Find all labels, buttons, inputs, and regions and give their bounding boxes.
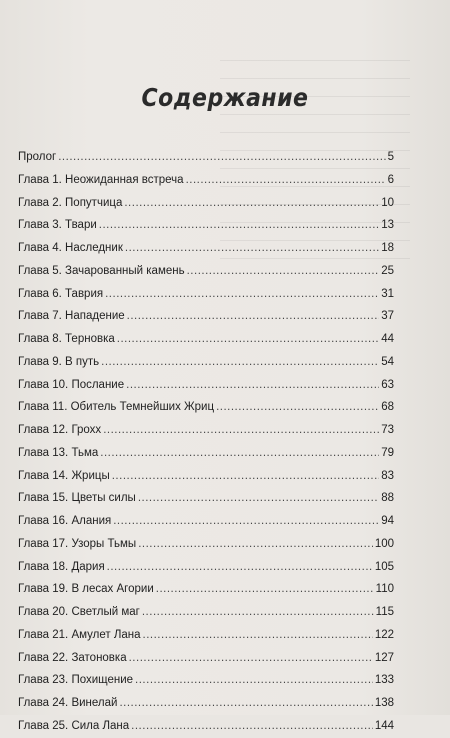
toc-entry-page-number: 94	[381, 515, 394, 527]
page-title: Содержание	[141, 84, 309, 113]
toc-entry-page-number: 13	[381, 219, 394, 232]
toc-leader-dots	[156, 578, 374, 601]
toc-entry-page-number: 110	[375, 583, 394, 596]
toc-leader-dots	[124, 192, 379, 215]
toc-entry	[18, 396, 394, 419]
toc-entry-label: Глава 2. Попутчица	[18, 196, 123, 209]
toc-leader-dots	[216, 396, 379, 419]
toc-leader-dots	[58, 146, 385, 169]
toc-leader-dots	[142, 601, 374, 624]
toc-leader-dots	[101, 351, 379, 374]
table-of-contents	[18, 146, 394, 738]
toc-entry	[18, 419, 394, 442]
toc-entry	[18, 305, 394, 328]
toc-entry-page-number: 127	[374, 651, 394, 664]
toc-entry-page-number: 79	[381, 446, 394, 459]
toc-entry	[18, 533, 394, 556]
toc-entry-label: Глава 18. Дария	[18, 560, 105, 573]
toc-leader-dots	[127, 305, 380, 328]
toc-entry-label: Глава 1. Неожиданная встреча	[18, 173, 184, 186]
toc-leader-dots	[113, 510, 379, 533]
toc-entry-label: Глава 6. Таврия	[18, 287, 104, 300]
toc-entry	[18, 624, 394, 647]
toc-leader-dots	[107, 556, 373, 579]
toc-entry-page-number: 10	[381, 196, 394, 209]
toc-entry-page-number: 18	[381, 242, 394, 254]
toc-entry	[18, 715, 394, 738]
toc-entry-label: Глава 23. Похищение	[18, 674, 134, 687]
toc-entry	[18, 510, 394, 533]
toc-leader-dots	[131, 715, 373, 738]
toc-entry-page-number: 105	[374, 560, 394, 573]
toc-entry	[18, 146, 394, 169]
toc-leader-dots	[129, 647, 373, 670]
toc-entry	[18, 169, 394, 192]
toc-entry-page-number: 88	[381, 492, 394, 505]
toc-entry	[18, 578, 394, 601]
toc-entry-page-number: 44	[381, 333, 394, 345]
toc-entry-label: Глава 19. В лесах Агории	[18, 583, 154, 596]
toc-entry-page-number: 73	[381, 424, 394, 436]
toc-entry-page-number: 144	[374, 719, 394, 732]
toc-entry	[18, 647, 394, 670]
toc-entry	[18, 465, 394, 488]
toc-entry-label: Глава 21. Амулет Лана	[18, 628, 141, 641]
toc-entry	[18, 192, 394, 215]
toc-entry-page-number: 115	[375, 606, 394, 618]
toc-entry-page-number: 37	[381, 310, 394, 323]
toc-entry-label: Глава 25. Сила Лана	[18, 719, 130, 732]
toc-entry	[18, 260, 394, 283]
toc-leader-dots	[117, 328, 379, 351]
toc-entry	[18, 214, 394, 237]
toc-leader-dots	[143, 624, 373, 647]
toc-entry-label: Глава 14. Жрицы	[18, 469, 110, 482]
toc-entry-label: Глава 13. Тьма	[18, 446, 99, 459]
toc-entry	[18, 328, 394, 351]
toc-entry-label: Глава 9. В путь	[18, 355, 100, 368]
toc-leader-dots	[187, 260, 380, 283]
toc-entry-label: Глава 8. Терновка	[18, 333, 115, 345]
toc-entry-page-number: 100	[374, 537, 394, 550]
toc-entry-page-number: 83	[381, 469, 394, 482]
toc-entry-label: Глава 22. Затоновка	[18, 651, 127, 664]
toc-entry	[18, 237, 394, 260]
toc-entry-label: Глава 4. Наследник	[18, 242, 123, 254]
toc-entry-page-number: 122	[374, 628, 394, 641]
toc-entry-label: Глава 24. Винелай	[18, 697, 118, 709]
toc-entry	[18, 442, 394, 465]
toc-entry-label: Пролог	[18, 151, 57, 163]
toc-entry-page-number: 63	[381, 378, 394, 391]
toc-entry	[18, 487, 394, 510]
toc-entry-label: Глава 12. Грохх	[18, 424, 102, 436]
toc-entry	[18, 283, 394, 306]
toc-entry-label: Глава 10. Послание	[18, 378, 125, 391]
toc-leader-dots	[105, 283, 379, 306]
toc-entry-label: Глава 20. Светлый маг	[18, 606, 140, 618]
toc-entry-label: Глава 5. Зачарованный камень	[18, 264, 185, 277]
toc-entry-page-number: 6	[387, 173, 394, 186]
toc-entry	[18, 556, 394, 579]
toc-leader-dots	[99, 214, 379, 237]
toc-leader-dots	[186, 169, 386, 192]
toc-entry	[18, 351, 394, 374]
toc-leader-dots	[138, 533, 373, 556]
toc-entry-label: Глава 16. Алания	[18, 515, 112, 527]
toc-entry-label: Глава 17. Узоры Тьмы	[18, 537, 137, 550]
toc-entry-label: Глава 15. Цветы силы	[18, 492, 136, 505]
toc-entry-page-number: 25	[381, 264, 394, 277]
toc-entry-page-number: 31	[381, 287, 394, 300]
toc-entry	[18, 669, 394, 692]
toc-leader-dots	[135, 669, 373, 692]
toc-entry-label: Глава 11. Обитель Темнейших Жриц	[18, 401, 215, 414]
toc-entry-label: Глава 7. Нападение	[18, 310, 125, 323]
toc-leader-dots	[119, 692, 372, 715]
toc-entry	[18, 692, 394, 715]
toc-entry-page-number: 5	[387, 151, 394, 163]
toc-leader-dots	[138, 487, 379, 510]
toc-entry-page-number: 133	[374, 674, 394, 687]
toc-leader-dots	[112, 465, 379, 488]
toc-leader-dots	[100, 442, 379, 465]
toc-entry-page-number: 68	[381, 401, 394, 414]
toc-leader-dots	[125, 237, 379, 260]
toc-leader-dots	[126, 374, 379, 397]
toc-entry-page-number: 138	[374, 697, 394, 709]
toc-leader-dots	[103, 419, 379, 442]
toc-entry-page-number: 54	[381, 355, 394, 368]
toc-entry	[18, 374, 394, 397]
toc-entry	[18, 601, 394, 624]
toc-entry-label: Глава 3. Твари	[18, 219, 97, 232]
